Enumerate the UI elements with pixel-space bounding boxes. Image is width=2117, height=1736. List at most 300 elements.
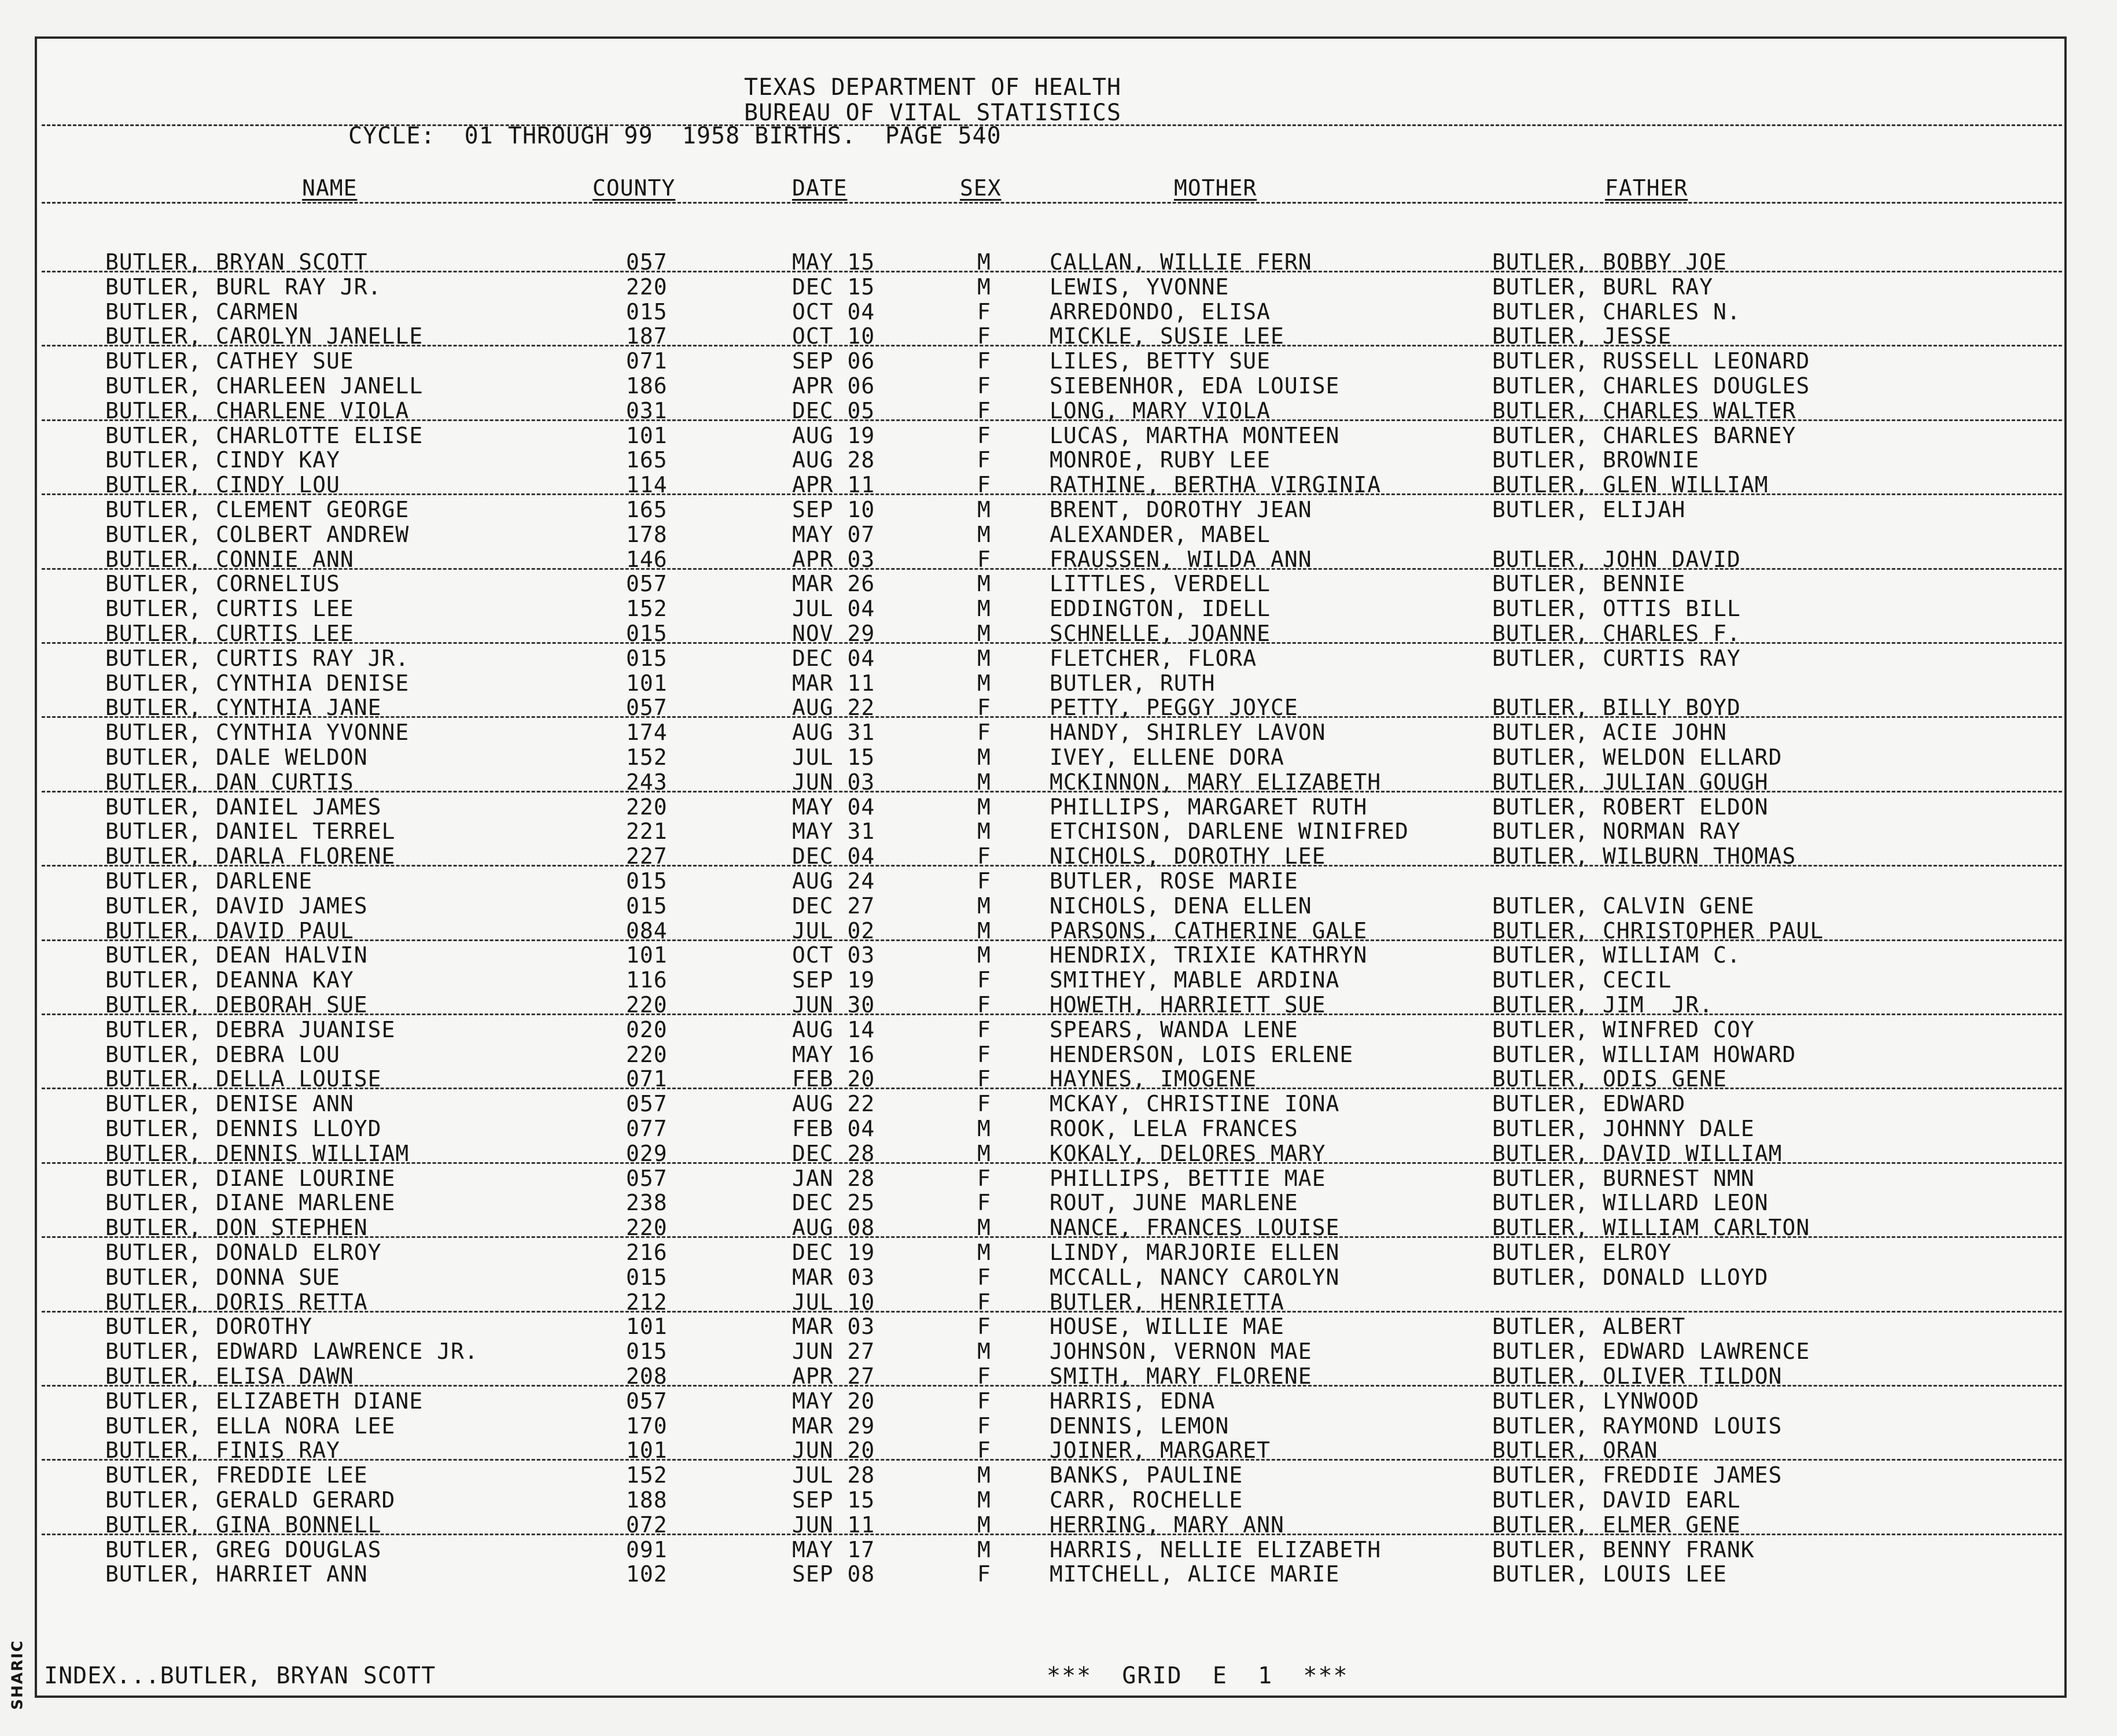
record-father: BUTLER, JOHNNY DALE: [1492, 1116, 1755, 1141]
record-date: AUG 22: [792, 695, 875, 721]
record-father: BUTLER, CHARLES N.: [1492, 298, 1741, 325]
record-date: MAY 31: [792, 819, 875, 845]
record-county: 102: [626, 1561, 668, 1587]
record-mother: MITCHELL, ALICE MARIE: [1050, 1561, 1340, 1587]
record-date: JUN 11: [792, 1512, 875, 1538]
record-name: BUTLER, DAVID PAUL: [105, 917, 354, 943]
record-sex: F: [977, 1190, 991, 1216]
record-county: 165: [626, 497, 668, 522]
record-name: BUTLER, DEBORAH SUE: [105, 992, 368, 1018]
record-mother: LEWIS, YVONNE: [1050, 274, 1229, 300]
record-father: BUTLER, BOBBY JOE: [1492, 249, 1727, 275]
record-sex: M: [977, 645, 991, 671]
record-date: DEC 04: [792, 645, 875, 671]
row-separator: [42, 1459, 2062, 1461]
record-date: SEP 08: [792, 1561, 875, 1587]
record-county: 116: [626, 967, 668, 993]
record-sex: F: [977, 472, 991, 498]
record-sex: F: [977, 967, 991, 993]
record-date: MAY 17: [792, 1536, 875, 1562]
row-separator: [42, 1534, 2062, 1535]
record-mother: HARRIS, NELLIE ELIZABETH: [1050, 1536, 1382, 1562]
record-date: MAY 15: [792, 249, 875, 275]
column-header-date: DATE: [792, 175, 848, 201]
record-name: BUTLER, CYNTHIA YVONNE: [105, 720, 410, 746]
record-county: 071: [626, 1066, 668, 1092]
record-mother: DENNIS, LEMON: [1050, 1413, 1229, 1439]
record-date: MAR 03: [792, 1314, 875, 1340]
record-sex: M: [977, 1487, 991, 1513]
record-row: [37, 1042, 2064, 1067]
record-county: 101: [626, 1314, 668, 1340]
record-father: BUTLER, JULIAN GOUGH: [1492, 769, 1769, 795]
record-father: BUTLER, DONALD LLOYD: [1492, 1264, 1769, 1290]
record-mother: FLETCHER, FLORA: [1050, 645, 1257, 671]
record-county: 188: [626, 1487, 668, 1513]
record-mother: MICKLE, SUSIE LEE: [1050, 323, 1284, 349]
record-name: BUTLER, GERALD GERARD: [105, 1487, 396, 1513]
record-date: JUL 04: [792, 596, 875, 622]
row-separator: [42, 642, 2062, 644]
record-name: BUTLER, CARMEN: [105, 298, 299, 325]
record-row: [37, 671, 2064, 696]
record-mother: HOUSE, WILLIE MAE: [1050, 1314, 1284, 1340]
record-sex: M: [977, 1140, 991, 1166]
record-county: 220: [626, 1215, 668, 1241]
record-sex: M: [977, 942, 991, 968]
row-separator: [42, 716, 2062, 718]
row-separator: [42, 345, 2062, 347]
record-county: 101: [626, 942, 668, 968]
record-county: 152: [626, 1462, 668, 1488]
record-name: BUTLER, FINIS RAY: [105, 1438, 340, 1464]
record-father: BUTLER, ACIE JOHN: [1492, 720, 1727, 746]
record-sex: M: [977, 1512, 991, 1538]
record-name: BUTLER, CINDY KAY: [105, 447, 340, 473]
record-father: BUTLER, WILLIAM HOWARD: [1492, 1041, 1796, 1067]
record-county: 071: [626, 348, 668, 374]
record-date: MAR 03: [792, 1264, 875, 1290]
record-row: [37, 720, 2064, 745]
record-row: [37, 1190, 2064, 1215]
record-name: BUTLER, CYNTHIA DENISE: [105, 670, 410, 696]
record-father: BUTLER, LYNWOOD: [1492, 1388, 1700, 1414]
record-sex: M: [977, 497, 991, 522]
record-county: 029: [626, 1140, 668, 1166]
record-date: MAY 07: [792, 521, 875, 547]
header-rule: [42, 124, 2062, 126]
margin-stamp: [0, 1639, 29, 1712]
record-row: [37, 300, 2064, 325]
record-name: BUTLER, DENISE ANN: [105, 1091, 354, 1117]
record-date: DEC 05: [792, 397, 875, 423]
record-name: BUTLER, GREG DOUGLAS: [105, 1536, 382, 1562]
record-sex: F: [977, 1289, 991, 1315]
record-sex: F: [977, 1091, 991, 1117]
record-name: BUTLER, CONNIE ANN: [105, 546, 354, 572]
record-sex: F: [977, 992, 991, 1018]
record-row: [37, 646, 2064, 671]
row-separator: [42, 271, 2062, 272]
record-date: DEC 04: [792, 843, 875, 869]
record-name: BUTLER, EDWARD LAWRENCE JR.: [105, 1339, 478, 1365]
row-separator: [42, 1013, 2062, 1015]
record-name: BUTLER, CAROLYN JANELLE: [105, 323, 424, 349]
record-date: DEC 25: [792, 1190, 875, 1216]
record-date: FEB 20: [792, 1066, 875, 1092]
record-date: AUG 22: [792, 1091, 875, 1117]
record-mother: HENDRIX, TRIXIE KATHRYN: [1050, 942, 1368, 968]
record-mother: PHILLIPS, BETTIE MAE: [1050, 1165, 1326, 1191]
record-county: 220: [626, 1041, 668, 1067]
record-county: 057: [626, 1091, 668, 1117]
record-mother: KOKALY, DELORES MARY: [1050, 1140, 1326, 1166]
record-county: 152: [626, 596, 668, 622]
record-sex: M: [977, 819, 991, 845]
record-father: BUTLER, GLEN WILLIAM: [1492, 472, 1769, 498]
record-name: BUTLER, DEAN HALVIN: [105, 942, 368, 968]
record-date: SEP 19: [792, 967, 875, 993]
record-father: BUTLER, ELROY: [1492, 1240, 1672, 1265]
record-county: 208: [626, 1363, 668, 1389]
record-mother: SPEARS, WANDA LENE: [1050, 1016, 1298, 1042]
record-date: MAR 29: [792, 1413, 875, 1439]
record-row: [37, 1389, 2064, 1414]
record-sex: F: [977, 546, 991, 572]
record-row: [37, 1538, 2064, 1562]
record-row: [37, 522, 2064, 547]
record-row: [37, 1414, 2064, 1439]
record-father: BUTLER, WILLIAM C.: [1492, 942, 1741, 968]
record-date: JUN 20: [792, 1438, 875, 1464]
record-row: [37, 349, 2064, 374]
record-name: BUTLER, CHARLENE VIOLA: [105, 397, 410, 423]
record-sex: M: [977, 1339, 991, 1365]
record-name: BUTLER, CURTIS LEE: [105, 621, 354, 646]
record-county: 015: [626, 868, 668, 894]
record-county: 057: [626, 249, 668, 275]
column-header-rule: [42, 202, 2062, 204]
record-name: BUTLER, ELIZABETH DIANE: [105, 1388, 424, 1414]
record-father: BUTLER, CHARLES F.: [1492, 621, 1741, 646]
record-sex: M: [977, 1536, 991, 1562]
record-date: JUN 27: [792, 1339, 875, 1365]
record-county: 238: [626, 1190, 668, 1216]
record-mother: EDDINGTON, IDELL: [1050, 596, 1271, 622]
record-name: BUTLER, DIANE MARLENE: [105, 1190, 396, 1216]
record-row: [37, 275, 2064, 300]
margin-stamp-text: SHARIC: [9, 1639, 27, 1710]
record-father: BUTLER, BURNEST NMN: [1492, 1165, 1755, 1191]
record-row: [37, 1166, 2064, 1191]
record-father: BUTLER, CHARLES BARNEY: [1492, 422, 1796, 448]
record-mother: MCKAY, CHRISTINE IONA: [1050, 1091, 1340, 1117]
record-date: SEP 10: [792, 497, 875, 522]
record-date: MAY 16: [792, 1041, 875, 1067]
record-father: BUTLER, CALVIN GENE: [1492, 893, 1755, 919]
record-mother: ARREDONDO, ELISA: [1050, 298, 1271, 325]
record-row: [37, 374, 2064, 399]
record-father: BUTLER, BILLY BOYD: [1492, 695, 1741, 721]
record-name: BUTLER, DEBRA JUANISE: [105, 1016, 396, 1042]
record-county: 057: [626, 1165, 668, 1191]
record-sex: F: [977, 1066, 991, 1092]
record-sex: M: [977, 521, 991, 547]
record-date: FEB 04: [792, 1116, 875, 1141]
record-date: DEC 19: [792, 1240, 875, 1265]
record-mother: BUTLER, RUTH: [1050, 670, 1216, 696]
record-date: NOV 29: [792, 621, 875, 646]
record-name: BUTLER, CURTIS LEE: [105, 596, 354, 622]
row-separator: [42, 568, 2062, 570]
record-mother: PETTY, PEGGY JOYCE: [1050, 695, 1298, 721]
record-date: AUG 19: [792, 422, 875, 448]
record-row: [37, 1562, 2064, 1587]
record-row: [37, 497, 2064, 522]
record-name: BUTLER, DAN CURTIS: [105, 769, 354, 795]
record-date: APR 11: [792, 472, 875, 498]
record-date: APR 06: [792, 373, 875, 399]
record-row: [37, 943, 2064, 968]
record-county: 227: [626, 843, 668, 869]
record-mother: CARR, ROCHELLE: [1050, 1487, 1243, 1513]
record-name: BUTLER, DON STEPHEN: [105, 1215, 368, 1241]
record-row: [37, 745, 2064, 770]
record-name: BUTLER, DEBRA LOU: [105, 1041, 340, 1067]
record-sex: F: [977, 1016, 991, 1042]
record-father: BUTLER, BURL RAY: [1492, 274, 1714, 300]
record-name: BUTLER, DOROTHY: [105, 1314, 313, 1340]
record-name: BUTLER, DANIEL JAMES: [105, 794, 382, 820]
record-name: BUTLER, DONALD ELROY: [105, 1240, 382, 1265]
record-county: 084: [626, 917, 668, 943]
record-mother: HANDY, SHIRLEY LAVON: [1050, 720, 1326, 746]
record-sex: M: [977, 1240, 991, 1265]
record-county: 072: [626, 1512, 668, 1538]
record-sex: F: [977, 298, 991, 325]
record-county: 221: [626, 819, 668, 845]
record-county: 057: [626, 571, 668, 597]
index-line: INDEX...BUTLER, BRYAN SCOTT: [44, 1663, 436, 1689]
record-father: BUTLER, BROWNIE: [1492, 447, 1700, 473]
record-row: [37, 596, 2064, 621]
record-sex: F: [977, 1314, 991, 1340]
row-separator: [42, 791, 2062, 793]
record-date: AUG 08: [792, 1215, 875, 1241]
record-mother: RATHINE, BERTHA VIRGINIA: [1050, 472, 1382, 498]
row-separator: [42, 1385, 2062, 1387]
record-county: 178: [626, 521, 668, 547]
record-father: BUTLER, ALBERT: [1492, 1314, 1686, 1340]
record-name: BUTLER, DONNA SUE: [105, 1264, 340, 1290]
record-sex: F: [977, 397, 991, 423]
record-county: 186: [626, 373, 668, 399]
record-sex: F: [977, 1438, 991, 1464]
record-date: MAY 04: [792, 794, 875, 820]
record-row: [37, 819, 2064, 844]
record-date: MAR 26: [792, 571, 875, 597]
record-father: BUTLER, ELIJAH: [1492, 497, 1686, 522]
record-name: BUTLER, DELLA LOUISE: [105, 1066, 382, 1092]
record-mother: SCHNELLE, JOANNE: [1050, 621, 1271, 646]
record-row: [37, 1018, 2064, 1042]
record-sex: F: [977, 348, 991, 374]
record-sex: F: [977, 422, 991, 448]
record-father: BUTLER, DAVID WILLIAM: [1492, 1140, 1783, 1166]
record-mother: HENDERSON, LOIS ERLENE: [1050, 1041, 1354, 1067]
record-mother: NANCE, FRANCES LOUISE: [1050, 1215, 1340, 1241]
record-sex: M: [977, 670, 991, 696]
record-sex: M: [977, 744, 991, 770]
column-header-sex: SEX: [960, 175, 1002, 201]
record-sex: M: [977, 893, 991, 919]
record-sex: F: [977, 1041, 991, 1067]
record-name: BUTLER, ELISA DAWN: [105, 1363, 354, 1389]
record-mother: ROOK, LELA FRANCES: [1050, 1116, 1298, 1141]
record-date: APR 27: [792, 1363, 875, 1389]
record-father: BUTLER, WELDON ELLARD: [1492, 744, 1783, 770]
record-mother: JOHNSON, VERNON MAE: [1050, 1339, 1312, 1365]
bureau-title: BUREAU OF VITAL STATISTICS: [744, 99, 1122, 126]
record-mother: HARRIS, EDNA: [1050, 1388, 1216, 1414]
record-mother: SIEBENHOR, EDA LOUISE: [1050, 373, 1340, 399]
record-county: 015: [626, 1264, 668, 1290]
record-county: 146: [626, 546, 668, 572]
record-name: BUTLER, FREDDIE LEE: [105, 1462, 368, 1488]
column-header-name: NAME: [302, 175, 358, 201]
record-date: AUG 28: [792, 447, 875, 473]
record-sex: F: [977, 720, 991, 746]
record-name: BUTLER, CORNELIUS: [105, 571, 340, 597]
record-sex: F: [977, 868, 991, 894]
record-mother: PHILLIPS, MARGARET RUTH: [1050, 794, 1368, 820]
department-title: TEXAS DEPARTMENT OF HEALTH: [744, 74, 1122, 101]
record-mother: FRAUSSEN, WILDA ANN: [1050, 546, 1312, 572]
record-father: BUTLER, ROBERT ELDON: [1492, 794, 1769, 820]
record-mother: NICHOLS, DENA ELLEN: [1050, 893, 1312, 919]
record-name: BUTLER, GINA BONNELL: [105, 1512, 382, 1538]
record-date: DEC 27: [792, 893, 875, 919]
record-name: BUTLER, CURTIS RAY JR.: [105, 645, 410, 671]
record-row: [37, 1314, 2064, 1339]
record-mother: MONROE, RUBY LEE: [1050, 447, 1271, 473]
record-date: JUL 15: [792, 744, 875, 770]
record-name: BUTLER, HARRIET ANN: [105, 1561, 368, 1587]
record-father: BUTLER, DAVID EARL: [1492, 1487, 1741, 1513]
record-date: MAR 11: [792, 670, 875, 696]
record-mother: CALLAN, WILLIE FERN: [1050, 249, 1312, 275]
record-county: 220: [626, 274, 668, 300]
record-mother: SMITH, MARY FLORENE: [1050, 1363, 1312, 1389]
record-father: BUTLER, OLIVER TILDON: [1492, 1363, 1783, 1389]
record-mother: LITTLES, VERDELL: [1050, 571, 1271, 597]
record-frame: [35, 36, 2067, 1698]
record-row: [37, 795, 2064, 820]
record-name: BUTLER, DIANE LOURINE: [105, 1165, 396, 1191]
record-county: 057: [626, 695, 668, 721]
record-sex: F: [977, 1363, 991, 1389]
record-date: DEC 15: [792, 274, 875, 300]
record-row: [37, 1116, 2064, 1141]
record-date: OCT 04: [792, 298, 875, 325]
record-date: JUL 02: [792, 917, 875, 943]
record-county: 243: [626, 769, 668, 795]
record-row: [37, 1339, 2064, 1364]
record-date: JUL 10: [792, 1289, 875, 1315]
record-name: BUTLER, DENNIS WILLIAM: [105, 1140, 410, 1166]
record-father: BUTLER, FREDDIE JAMES: [1492, 1462, 1783, 1488]
record-row: [37, 1488, 2064, 1513]
record-mother: LINDY, MARJORIE ELLEN: [1050, 1240, 1340, 1265]
record-sex: F: [977, 1388, 991, 1414]
record-row: [37, 423, 2064, 448]
record-father: BUTLER, RAYMOND LOUIS: [1492, 1413, 1783, 1439]
record-row: [37, 894, 2064, 919]
row-separator: [42, 939, 2062, 941]
record-county: 015: [626, 645, 668, 671]
record-mother: BRENT, DOROTHY JEAN: [1050, 497, 1312, 522]
record-county: 101: [626, 670, 668, 696]
record-county: 165: [626, 447, 668, 473]
record-father: BUTLER, ORAN: [1492, 1438, 1658, 1464]
record-mother: BUTLER, HENRIETTA: [1050, 1289, 1284, 1315]
record-row: [37, 968, 2064, 993]
record-father: BUTLER, OTTIS BILL: [1492, 596, 1741, 622]
record-name: BUTLER, BRYAN SCOTT: [105, 249, 368, 275]
record-mother: ALEXANDER, MABEL: [1050, 521, 1271, 547]
record-father: BUTLER, WILBURN THOMAS: [1492, 843, 1796, 869]
record-mother: MCKINNON, MARY ELIZABETH: [1050, 769, 1382, 795]
record-mother: BUTLER, ROSE MARIE: [1050, 868, 1298, 894]
record-county: 220: [626, 794, 668, 820]
record-father: BUTLER, JESSE: [1492, 323, 1672, 349]
record-county: 015: [626, 621, 668, 646]
record-sex: F: [977, 1413, 991, 1439]
record-date: APR 03: [792, 546, 875, 572]
record-sex: M: [977, 769, 991, 795]
record-father: BUTLER, CHARLES DOUGLES: [1492, 373, 1810, 399]
record-father: BUTLER, JIM JR.: [1492, 992, 1714, 1018]
record-father: BUTLER, CURTIS RAY: [1492, 645, 1741, 671]
record-county: 187: [626, 323, 668, 349]
record-county: 216: [626, 1240, 668, 1265]
record-row: [37, 572, 2064, 596]
record-mother: PARSONS, CATHERINE GALE: [1050, 917, 1368, 943]
record-row: [37, 869, 2064, 894]
record-name: BUTLER, ELLA NORA LEE: [105, 1413, 396, 1439]
record-name: BUTLER, DORIS RETTA: [105, 1289, 368, 1315]
record-sex: M: [977, 621, 991, 646]
record-date: AUG 24: [792, 868, 875, 894]
record-county: 015: [626, 893, 668, 919]
record-mother: ROUT, JUNE MARLENE: [1050, 1190, 1298, 1216]
record-mother: SMITHEY, MABLE ARDINA: [1050, 967, 1340, 993]
column-header-father: FATHER: [1605, 175, 1688, 201]
record-county: 152: [626, 744, 668, 770]
record-name: BUTLER, COLBERT ANDREW: [105, 521, 410, 547]
record-name: BUTLER, CLEMENT GEORGE: [105, 497, 410, 522]
record-date: OCT 03: [792, 942, 875, 968]
record-name: BUTLER, DARLA FLORENE: [105, 843, 396, 869]
record-name: BUTLER, DENNIS LLOYD: [105, 1116, 382, 1141]
record-county: 212: [626, 1289, 668, 1315]
record-county: 174: [626, 720, 668, 746]
record-father: BUTLER, EDWARD: [1492, 1091, 1686, 1117]
record-sex: M: [977, 1215, 991, 1241]
record-county: 031: [626, 397, 668, 423]
record-sex: F: [977, 447, 991, 473]
record-mother: IVEY, ELLENE DORA: [1050, 744, 1284, 770]
